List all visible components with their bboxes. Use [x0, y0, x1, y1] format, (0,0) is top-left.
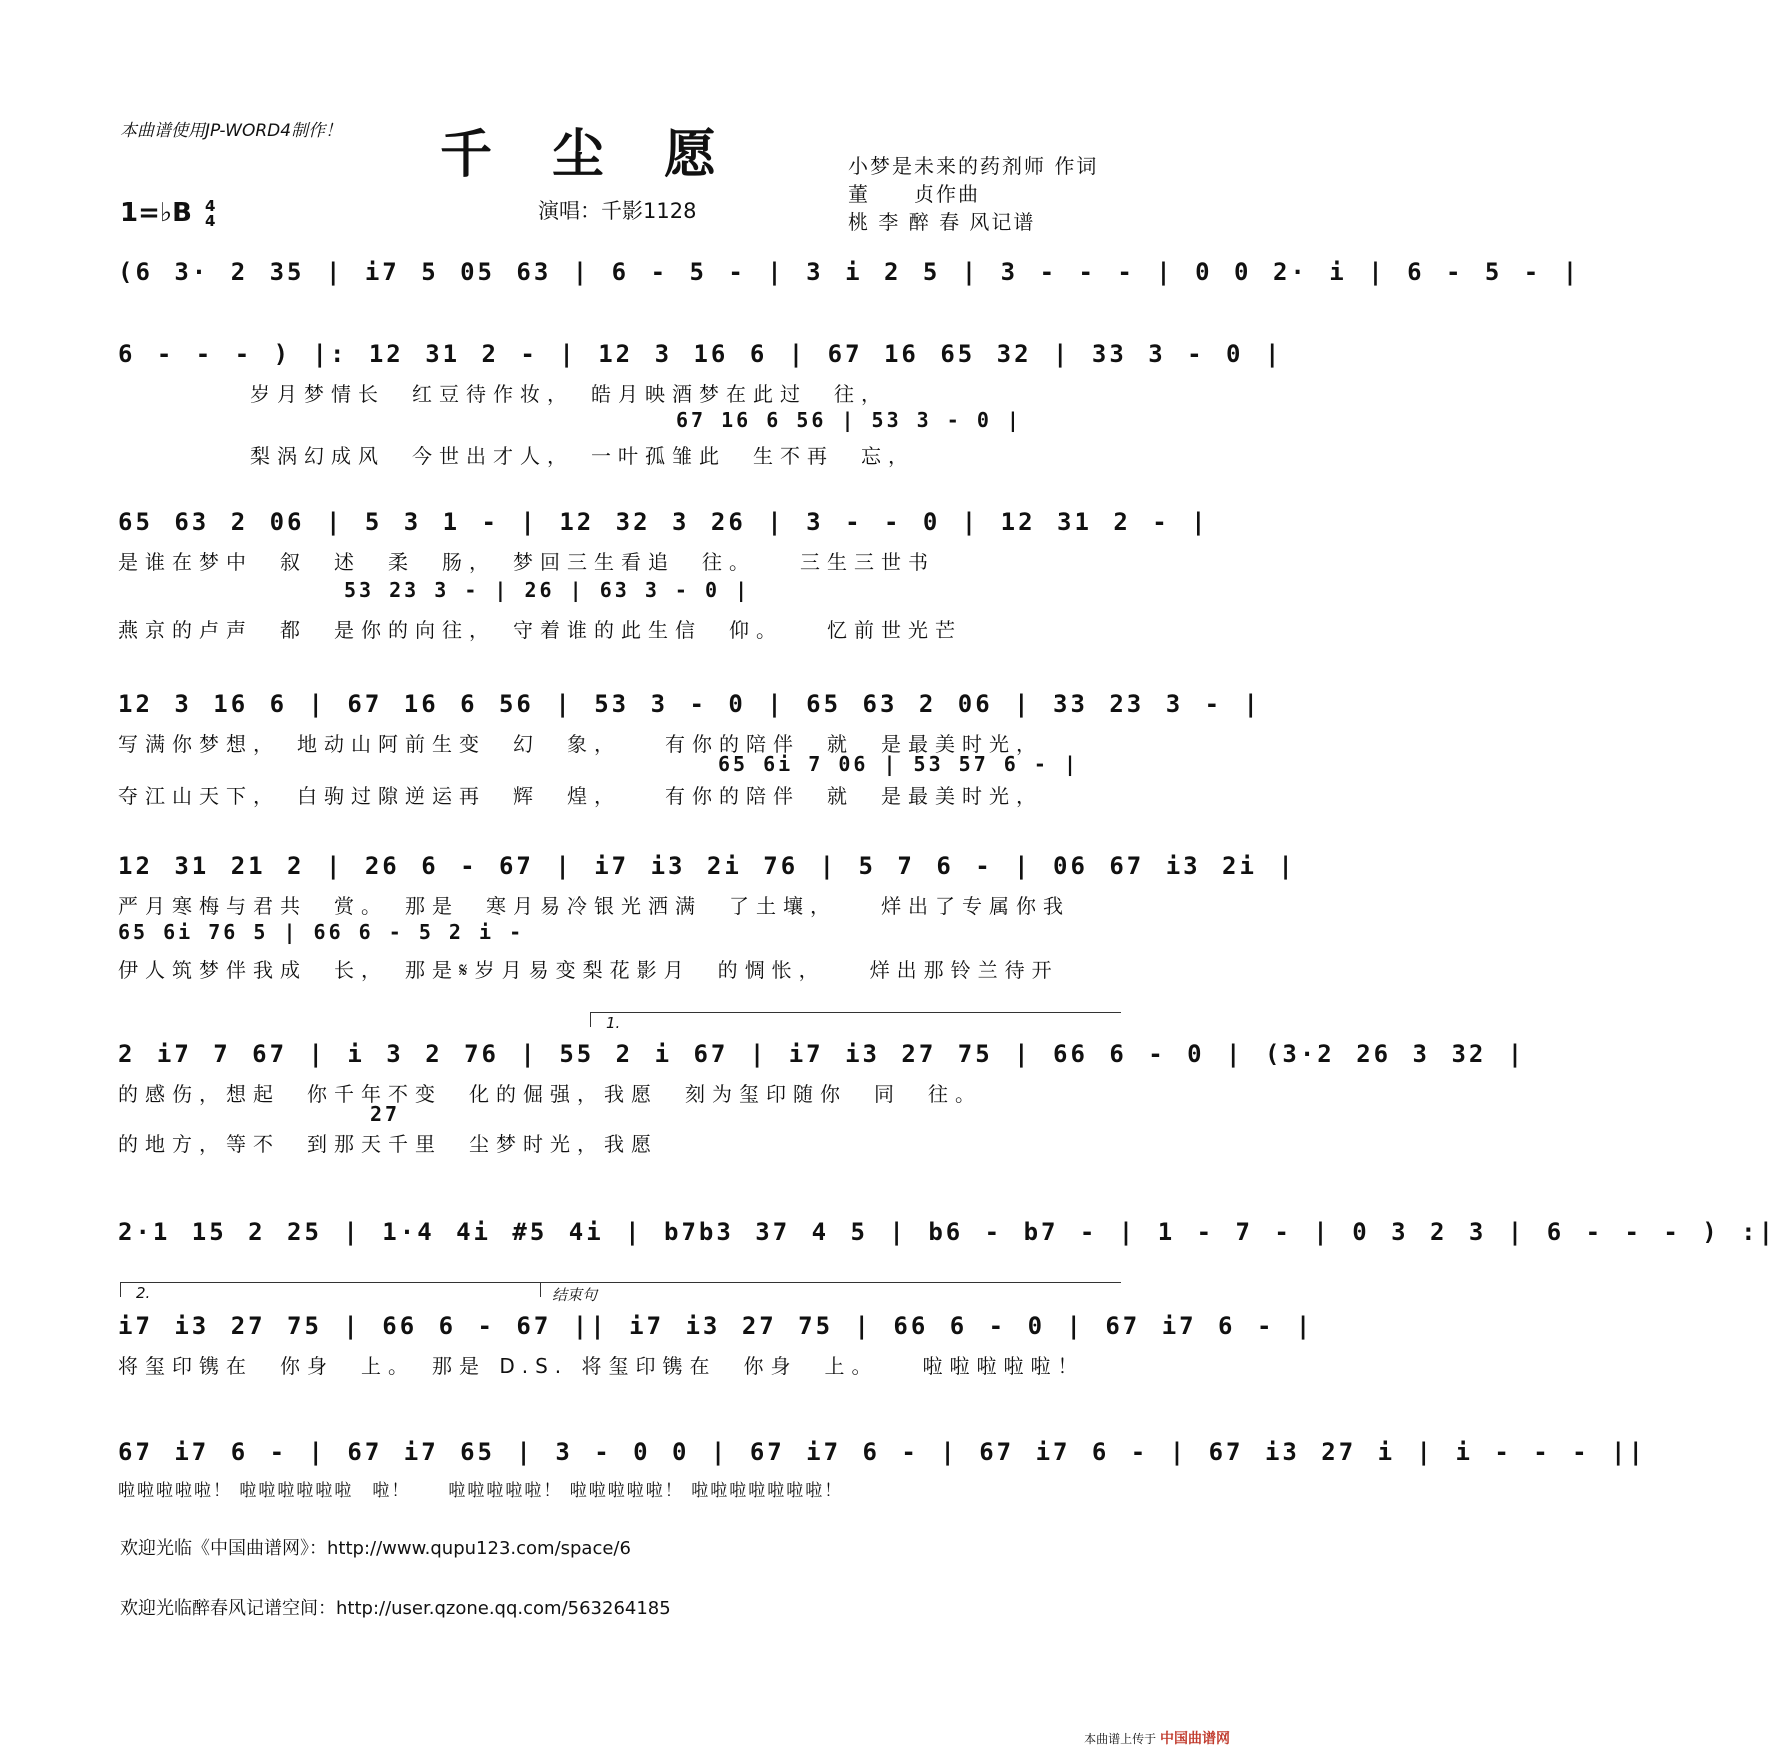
site-logo[interactable]: 中国曲谱网: [1160, 1731, 1230, 1747]
lyric-line-5b: 伊人筑梦伴我成 长， 那是𝄋岁月易变梨花影月 的惆怅， 烊出那铃兰待开: [118, 958, 1059, 982]
score-line-5-alt: 65 6i 76 5 | 66 6 - 5 2 i -: [118, 920, 525, 944]
lyric-line-4a: 写满你梦想， 地动山阿前生变 幻 象， 有你的陪伴 就 是最美时光，: [118, 732, 1043, 756]
lyric-line-5a: 严月寒梅与君共 赏。 那是 寒月易冷银光洒满 了土壤， 烊出了专属你我: [118, 894, 1070, 918]
lyric-line-6b: 的地方，等不 到那天千里 尘梦时光，我愿: [118, 1132, 658, 1156]
meter-top: 4: [205, 196, 216, 215]
score-line-4: 12 3 16 6 | 67 16 6 56 | 53 3 - 0 | 65 63 2 06 | 33 23 3 - |: [118, 690, 1261, 718]
lyric-line-6a: 的感伤，想起 你千年不变 化的倔强，我愿 刻为玺印随你 同 往。: [118, 1082, 982, 1106]
key-signature: [120, 198, 215, 229]
lyric-line-3a: 是谁在梦中 叙 述 柔 肠， 梦回三生看追 往。 三生三世书: [118, 550, 935, 574]
ending-bracket: [540, 1282, 1121, 1297]
volta-bracket-1: [590, 1012, 1121, 1027]
footer-link-qupu[interactable]: 欢迎光临《中国曲谱网》：http://www.qupu123.com/space/6: [120, 1538, 631, 1559]
footer-link-qzone[interactable]: 欢迎光临醉春风记谱空间：http://user.qzone.qq.com/563264185: [120, 1598, 671, 1619]
lyric-line-2a: 岁月梦情长 红豆待作妆， 皓月映酒梦在此过 往，: [250, 382, 888, 406]
score-line-2-alt: 67 16 6 56 | 53 3 - 0 |: [676, 408, 1022, 432]
score-line-3: 65 63 2 06 | 5 3 1 - | 12 32 3 26 | 3 - - 0 | 12 31 2 - |: [118, 508, 1209, 536]
volta-label-1: 1.: [606, 1014, 621, 1032]
lyric-line-2b: 梨涡幻成风 今世出才人， 一叶孤雏此 生不再 忘，: [250, 444, 915, 468]
ending-label: 结束句: [552, 1286, 598, 1304]
score-line-5: 12 31 21 2 | 26 6 - 67 | i7 i3 2i 76 | 5 7 6 - | 06 67 i3 2i |: [118, 852, 1296, 880]
transcriber-credit: 桃 李 醉 春 风记谱: [848, 210, 1036, 234]
volta-bracket-2: [120, 1282, 541, 1297]
tool-note: 本曲谱使用JP-WORD4制作！: [120, 121, 343, 141]
score-line-8: i7 i3 27 75 | 66 6 - 67 || i7 i3 27 75 | 66 6 - 0 | 67 i7 6 - |: [118, 1312, 1314, 1340]
score-line-2: 6 - - - ) |: 12 31 2 - | 12 3 16 6 | 67 16 65 32 | 33 3 - 0 |: [118, 340, 1283, 368]
upload-prefix: 本曲谱上传于: [1084, 1732, 1157, 1746]
score-line-9: 67 i7 6 - | 67 i7 65 | 3 - 0 0 | 67 i7 6 - | 67 i7 6 - | 67 i3 27 i | i - - - ||: [118, 1438, 1646, 1466]
key-label: 1=♭B: [120, 198, 192, 228]
singer-credit: 演唱：千影1128: [538, 199, 697, 223]
lyricist-credit: 小梦是未来的药剂师 作词: [848, 154, 1099, 178]
score-line-1: (6 3· 2 35 | i7 5 05 63 | 6 - 5 - | 3 i 2 5 | 3 - - - | 0 0 2· i | 6 - 5 - |: [118, 258, 1581, 286]
time-signature: [205, 196, 216, 230]
score-line-6: 2 i7 7 67 | i 3 2 76 | 55 2 i 67 | i7 i3 27 75 | 66 6 - 0 | (3·2 26 3 32 |: [118, 1040, 1526, 1068]
meter-bottom: 4: [205, 211, 216, 230]
score-line-3-alt: 53 23 3 - | 26 | 63 3 - 0 |: [344, 578, 751, 602]
lyric-line-9: 啦啦啦啦啦！ 啦啦啦啦啦啦 啦！ 啦啦啦啦啦！ 啦啦啦啦啦！ 啦啦啦啦啦啦啦！: [118, 1481, 844, 1501]
upload-note: [1084, 1728, 1230, 1748]
score-line-7: 2·1 15 2 25 | 1·4 4i #5 4i | b7b3 37 4 5 | b6 - b7 - | 1 - 7 - | 0 3 2 3 | 6 - - - ) :|: [118, 1218, 1776, 1246]
song-title: 千尘愿: [440, 124, 777, 185]
score-line-6-alt: 27: [370, 1102, 401, 1126]
composer-credit: 董 贞作曲: [848, 182, 980, 206]
lyric-line-3b: 燕京的卢声 都 是你的向往， 守着谁的此生信 仰。 忆前世光芒: [118, 618, 962, 642]
volta-label-2: 2.: [136, 1284, 151, 1302]
score-line-4-alt: 65 6i 7 06 | 53 57 6 - |: [718, 752, 1079, 776]
lyric-line-4b: 夺江山天下， 白驹过隙逆运再 辉 煌， 有你的陪伴 就 是最美时光，: [118, 784, 1043, 808]
lyric-line-8: 将玺印镌在 你身 上。 那是 D.S. 将玺印镌在 你身 上。 啦啦啦啦啦！: [118, 1354, 1085, 1378]
